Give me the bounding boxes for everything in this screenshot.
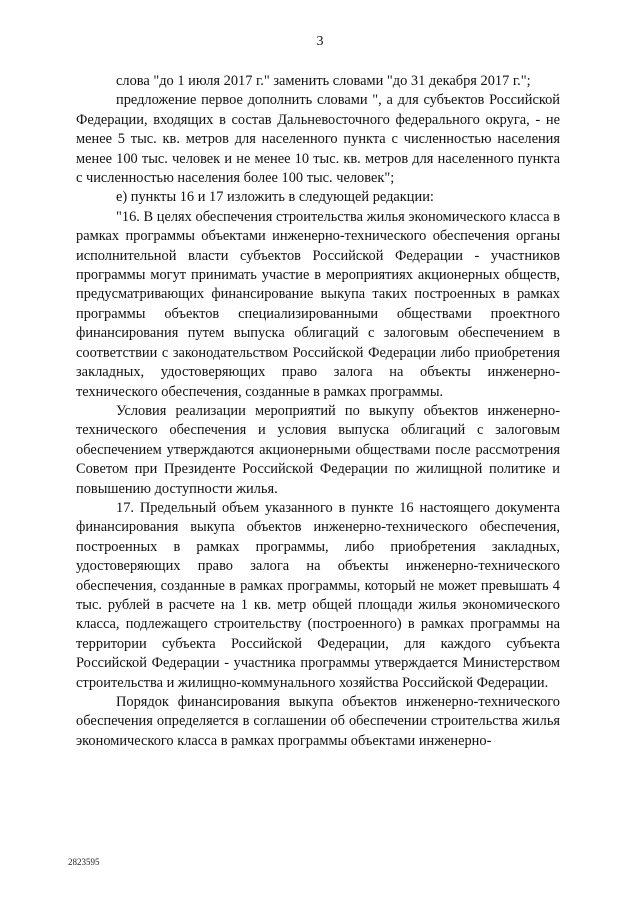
document-body: [76, 72, 560, 751]
document-code: 2823595: [68, 857, 100, 867]
paragraph-financing-procedure: Порядок финансирования выкупа объектов инженерно-технического обеспечения определяется в соглашении об обеспечении строительства жилья экономического класса в рамках программы объектами инженерно-: [76, 694, 560, 749]
paragraph-item-16: "16. В целях обеспечения строительства жилья экономического класса в рамках программы объектами инженерно-технического обеспечения органы исполнительной власти субъектов Российской Федерации - участников программы могут принимать участие в мероприятиях акционерных обществ, предусматривающих финансирование выкупа таких построенных в рамках программы объектов специализированными обществами проектного финансирования путем выпуска облигаций с залоговым обеспечением в соответствии с законодательством Российской Федерации либо приобретения закладных, удостоверяющих право залога на объекты инженерно-технического обеспечения, созданные в рамках программы.: [76, 208, 560, 400]
paragraph-item-17: 17. Предельный объем указанного в пункте 16 настоящего документа финансирования выкупа объектов инженерно-технического обеспечения, построенных в рамках программы, либо приобретения закладных, удостоверяющих право залога на объекты инженерно-технического обеспечения, созданные в рамках программы, который не может превышать 4 тыс. рублей в расчете на 1 кв. метр общей площади жилья экономического класса, подлежащего строительству (построенного) в рамках программы на территории субъекта Российской Федерации, для каждого субъекта Российской Федерации - участника программы утверждается Министерством строительства и жилищно-коммунального хозяйства Российской Федерации.: [76, 499, 560, 691]
paragraph-items-16-17-intro: е) пункты 16 и 17 изложить в следующей редакции:: [116, 189, 434, 206]
paragraph-buyout-conditions: Условия реализации мероприятий по выкупу объектов инженерно-технического обеспечения и условия выпуска облигаций с залоговым обеспечением утверждаются акционерными обществами после рассмотрения Советом при Президенте Российской Федерации по жилищной политике и повышению доступности жилья.: [76, 402, 560, 497]
paragraph-add-far-east-norm: предложение первое дополнить словами ", а для субъектов Российской Федерации, входящих в состав Дальневосточного федерального округа, - не менее 5 тыс. кв. метров для населенного пункта с численностью населения менее 100 тыс. человек и не менее 10 тыс. кв. метров для населенного пункта с численностью населения более 100 тыс. человек";: [76, 92, 560, 187]
paragraph-replace-date: слова "до 1 июля 2017 г." заменить словами "до 31 декабря 2017 г.";: [116, 73, 531, 89]
page-number: 3: [316, 34, 324, 49]
